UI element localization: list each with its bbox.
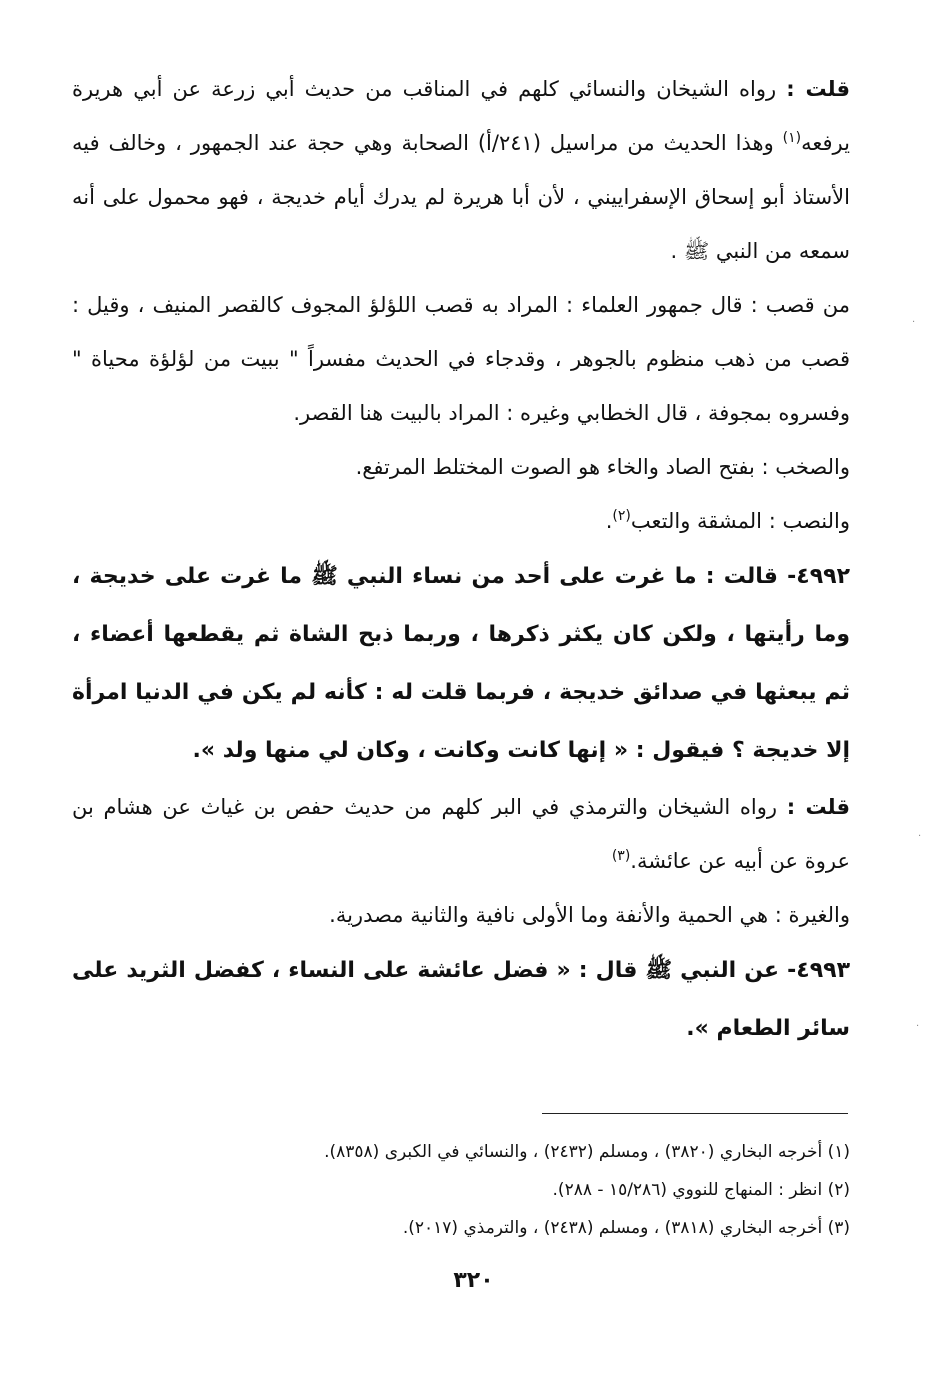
gloss-text: من قصب : قال جمهور العلماء : المراد به قصب اللؤلؤ المجوف كالقصر المنيف ، وقيل : قصب من ذهب منظوم بالجوهر ، وقدجاء في الحديث مفسراً " ببيت من لؤلؤة محياة " وفسروه بمجوفة ، قال الخطابي وغيره : المراد بالبيت هنا القصر.: [72, 293, 850, 425]
commentary-text-continued: وهذا الحديث من مراسيل (٢٤١/أ) الصحابة وهي حجة عند الجمهور ، وخالف فيه الأستاذ أبو إسحاق الإسفراييني ، لأن أبا هريرة لم يدرك أيام خديجة ، فهو محمول على أنه سمعه من النبي ﷺ .: [72, 131, 850, 263]
gloss-text: والصخب : بفتح الصاد والخاء هو الصوت المختلط المرتفع.: [355, 455, 850, 479]
footnote-3: (٣) أخرجه البخاري (٣٨١٨) ، ومسلم (٢٤٣٨) ، والترمذي (٢٠١٧).: [402, 1218, 850, 1238]
hadith-4993: ٤٩٩٣- عن النبي ﷺ قال : « فضل عائشة على النساء ، كفضل الثريد على سائر الطعام ».: [72, 958, 850, 1041]
commentary-lead: قلت :: [786, 77, 850, 101]
gloss-text: والنصب : المشقة والتعب: [630, 509, 850, 533]
footnote-ref[interactable]: (٣): [611, 848, 631, 864]
footnote-ref[interactable]: (٢): [612, 508, 631, 524]
commentary-paragraph: [72, 62, 850, 278]
page-body: [72, 62, 850, 1058]
gloss-end: .: [605, 509, 613, 533]
commentary-text: رواه الشيخان والنسائي كلهم في المناقب من حديث أبي زرعة عن أبي هريرة يرفعه: [72, 77, 850, 155]
page-number: ٣٢٠: [453, 1268, 494, 1293]
commentary-text: رواه الشيخان والترمذي في البر كلهم من حديث حفص بن غياث عن هشام بن عروة عن أبيه عن عائشة.: [72, 795, 850, 873]
gloss-nasab: [72, 494, 850, 548]
gloss-sakhab: [72, 440, 850, 494]
footnotes: [180, 1133, 850, 1247]
footnote-divider: [542, 1113, 848, 1114]
gloss-qasab: [72, 278, 850, 440]
commentary-4992: [72, 780, 850, 888]
footnote-ref[interactable]: (١): [782, 130, 802, 146]
margin-dot-mark: ·: [916, 1021, 920, 1032]
margin-dot-mark: ·: [918, 831, 922, 842]
footnote-1: (١) أخرجه البخاري (٣٨٢٠) ، ومسلم (٢٤٣٢) ، والنسائي في الكبرى (٨٣٥٨).: [324, 1142, 850, 1162]
hadith-4992: ٤٩٩٢- قالت : ما غرت على أحد من نساء النبي ﷺ ما غرت على خديجة ، وما رأيتها ، ولكن كان يكثر ذكرها ، وربما ذبح الشاة ثم يقطعها أعضاء ، ثم يبعثها في صدائق خديجة ، فربما قلت له : كأنه لم يكن في الدنيا امرأة إلا خديجة ؟ فيقول : « إنها كانت وكانت ، وكان لي منها ولد ».: [72, 564, 850, 763]
footnote-2: (٢) انظر : المنهاج للنووي (١٥/٢٨٦ - ٢٨٨).: [552, 1180, 850, 1200]
margin-dot-mark: ·: [912, 317, 916, 328]
gloss-ghayra: والغيرة : هي الحمية والأنفة وما الأولى نافية والثانية مصدرية.: [329, 903, 850, 927]
commentary-lead: قلت :: [786, 795, 850, 819]
